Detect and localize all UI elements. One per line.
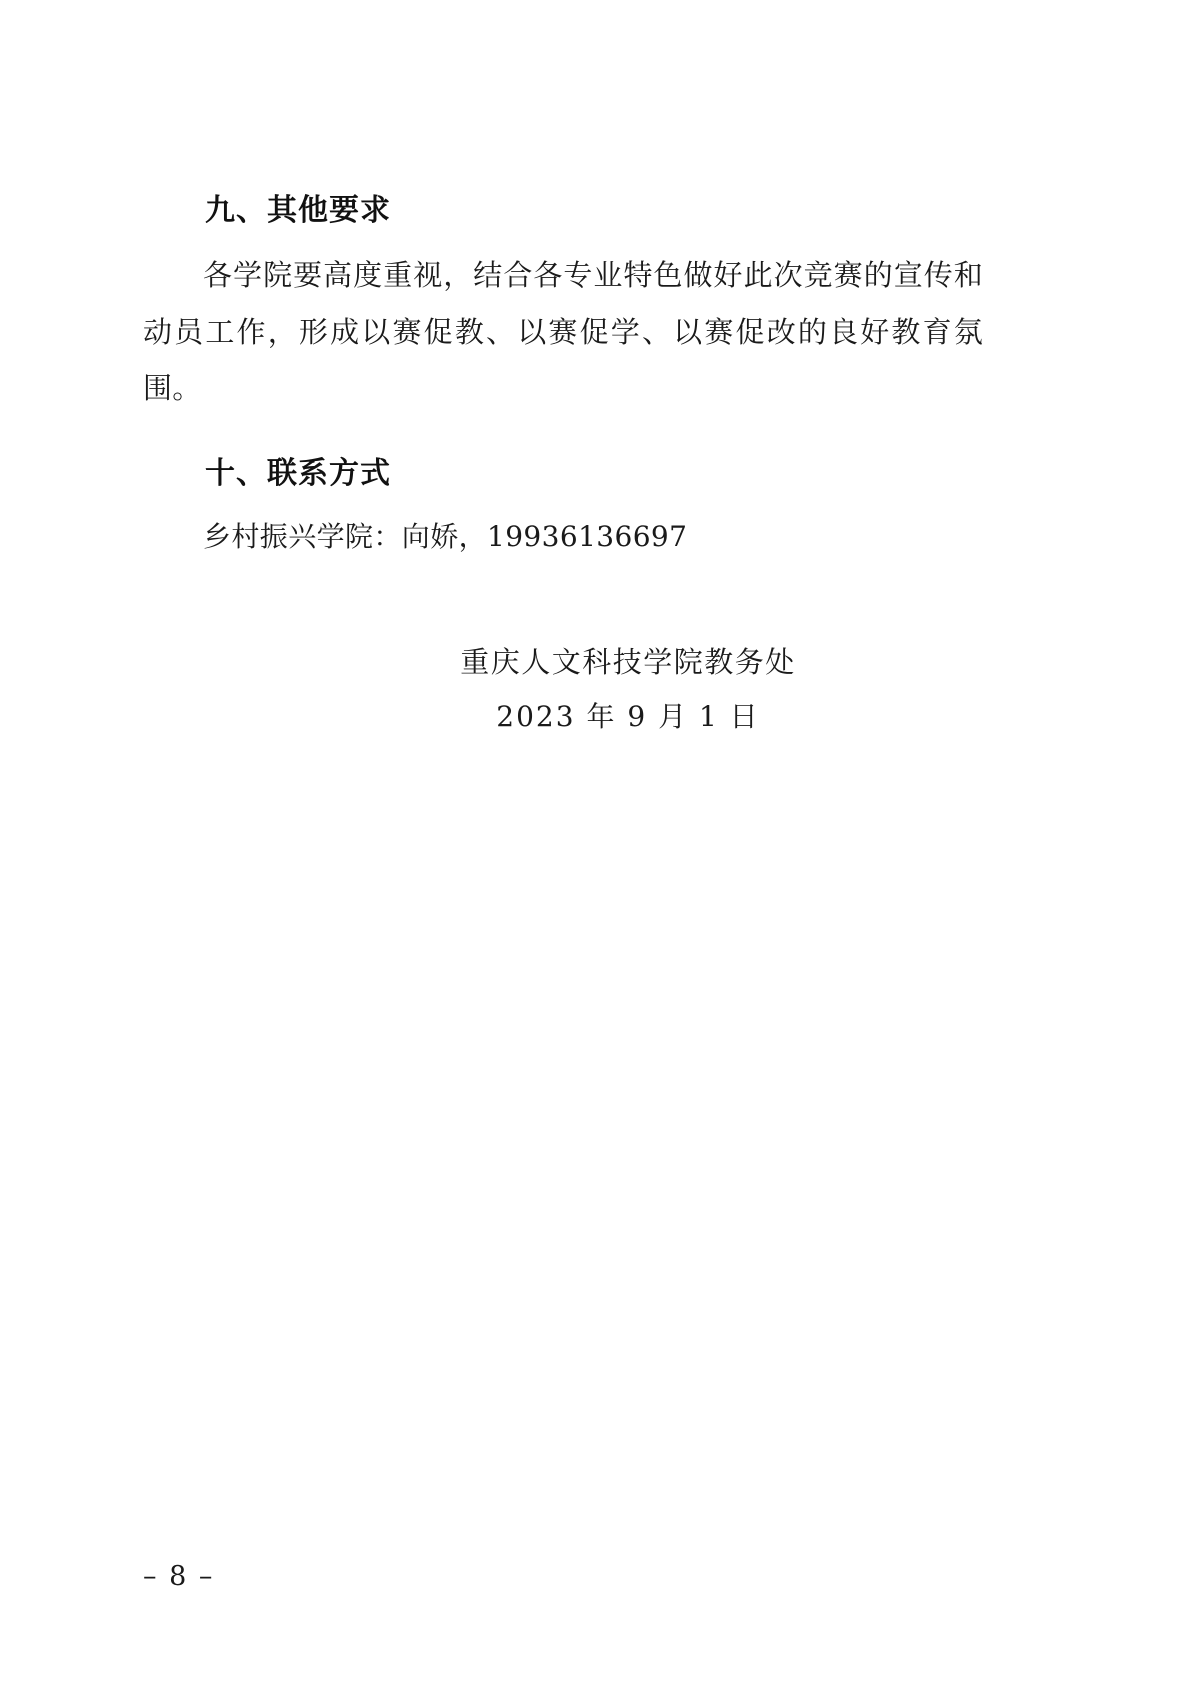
section-paragraph-contact: 乡村振兴学院：向娇，19936136697 — [203, 519, 688, 553]
signature-block — [143, 640, 983, 735]
page-number: – 8 – — [143, 1561, 215, 1592]
section-paragraph-other-requirements: 各学院要高度重视，结合各专业特色做好此次竞赛的宣传和动员工作，形成以赛促教、以赛促学、以赛促改的良好教育氛围。 — [143, 258, 983, 406]
section-heading-other-requirements: 九、其他要求 — [205, 193, 391, 228]
signature-organization: 重庆人文科技学院教务处 — [460, 645, 796, 679]
page-content — [143, 188, 983, 563]
section-heading-contact: 十、联系方式 — [205, 455, 391, 491]
signature-date: 2023 年 9 月 1 日 — [496, 700, 760, 733]
